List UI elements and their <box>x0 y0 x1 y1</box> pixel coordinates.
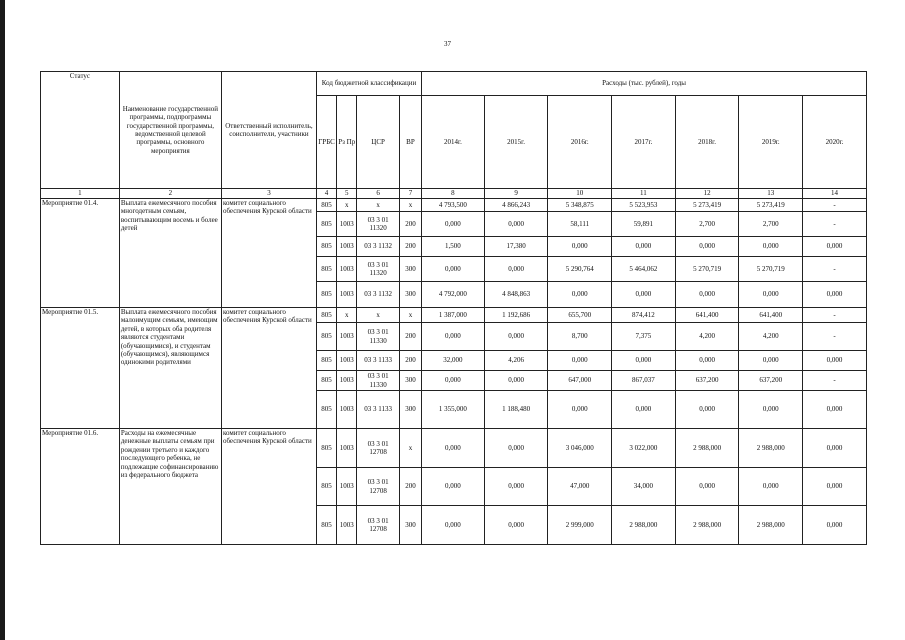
csr-cell: 03 3 01 12708 <box>357 468 399 506</box>
amount-cell: 8,700 <box>548 323 612 351</box>
amount-cell: 0,000 <box>803 391 867 429</box>
amount-cell: 3 046,000 <box>548 429 612 468</box>
amount-cell: 2,700 <box>739 212 803 237</box>
csr-cell: 03 3 01 11320 <box>357 212 399 237</box>
csr-cell: х <box>357 199 399 212</box>
amount-cell: 2 988,000 <box>739 506 803 545</box>
header-year: 2018г. <box>675 96 739 189</box>
vr-cell: х <box>399 429 421 468</box>
header-grbs: ГРБС <box>316 96 336 189</box>
column-number: 11 <box>612 189 676 199</box>
amount-cell: 0,000 <box>484 506 548 545</box>
amount-cell: 5 270,719 <box>675 257 739 282</box>
responsible-cell: комитет социального обеспечения Курской области <box>221 429 316 545</box>
amount-cell: 0,000 <box>548 351 612 371</box>
rzpr-cell: 1003 <box>337 212 357 237</box>
table-row <box>41 308 867 323</box>
grbs-cell: 805 <box>316 323 336 351</box>
rzpr-cell: 1003 <box>337 237 357 257</box>
amount-cell: 637,200 <box>739 371 803 391</box>
header-vr: ВР <box>399 96 421 189</box>
column-number: 4 <box>316 189 336 199</box>
amount-cell: 0,000 <box>484 323 548 351</box>
amount-cell: 2 988,000 <box>675 429 739 468</box>
amount-cell: 0,000 <box>675 237 739 257</box>
vr-cell: 300 <box>399 257 421 282</box>
amount-cell: 0,000 <box>739 391 803 429</box>
column-number: 9 <box>484 189 548 199</box>
amount-cell: 0,000 <box>548 282 612 308</box>
header-year: 2020г. <box>803 96 867 189</box>
csr-cell: 03 3 1132 <box>357 237 399 257</box>
status-cell: Мероприятие 01.6. <box>41 429 120 545</box>
program-name-cell: Выплата ежемесячного пособия малоимущим семьям, имеющим детей, в которых оба родителя являются студентами (обучающимися), и студентам (обучающимся), являющимся одинокими родителями <box>119 308 221 429</box>
vr-cell: х <box>399 199 421 212</box>
amount-cell: 17,380 <box>484 237 548 257</box>
amount-cell: 0,000 <box>739 282 803 308</box>
amount-cell: 59,891 <box>612 212 676 237</box>
csr-cell: х <box>357 308 399 323</box>
vr-cell: 300 <box>399 282 421 308</box>
table-body <box>41 199 867 545</box>
rzpr-cell: 1003 <box>337 371 357 391</box>
rzpr-cell: 1003 <box>337 351 357 371</box>
amount-cell: 0,000 <box>422 257 485 282</box>
amount-cell: 5 523,953 <box>612 199 676 212</box>
amount-cell: 2,700 <box>675 212 739 237</box>
amount-cell: 0,000 <box>484 468 548 506</box>
amount-cell: 0,000 <box>484 212 548 237</box>
amount-cell: 4,206 <box>484 351 548 371</box>
amount-cell: 2 988,000 <box>612 506 676 545</box>
header-name: Наименование государственной программы, подпрограммы государственной программы, ведомственной целевой программы, основного мероприятия <box>119 72 221 189</box>
vr-cell: 200 <box>399 468 421 506</box>
column-number: 3 <box>221 189 316 199</box>
header-year: 2017г. <box>612 96 676 189</box>
rzpr-cell: х <box>337 199 357 212</box>
amount-cell: 32,000 <box>422 351 485 371</box>
grbs-cell: 805 <box>316 237 336 257</box>
amount-cell: 0,000 <box>803 351 867 371</box>
amount-cell: 0,000 <box>803 282 867 308</box>
grbs-cell: 805 <box>316 212 336 237</box>
budget-table <box>40 71 867 545</box>
amount-cell: - <box>803 308 867 323</box>
amount-cell: 4 848,863 <box>484 282 548 308</box>
grbs-cell: 805 <box>316 199 336 212</box>
amount-cell: 4 866,243 <box>484 199 548 212</box>
column-number: 12 <box>675 189 739 199</box>
vr-cell: 300 <box>399 506 421 545</box>
amount-cell: 0,000 <box>739 468 803 506</box>
header-responsible: Ответственный исполнитель, соисполнители, участники <box>221 72 316 189</box>
rzpr-cell: 1003 <box>337 257 357 282</box>
amount-cell: 5 270,719 <box>739 257 803 282</box>
amount-cell: 5 273,419 <box>739 199 803 212</box>
vr-cell: 200 <box>399 323 421 351</box>
amount-cell: 0,000 <box>739 237 803 257</box>
amount-cell: 0,000 <box>675 391 739 429</box>
amount-cell: 4 792,000 <box>422 282 485 308</box>
amount-cell: 5 273,419 <box>675 199 739 212</box>
column-number: 13 <box>739 189 803 199</box>
amount-cell: 641,400 <box>675 308 739 323</box>
status-cell: Мероприятие 01.5. <box>41 308 120 429</box>
header-status: Статус <box>41 72 120 189</box>
amount-cell: 0,000 <box>422 323 485 351</box>
column-number: 8 <box>422 189 485 199</box>
header-year: 2019г. <box>739 96 803 189</box>
csr-cell: 03 3 01 11320 <box>357 257 399 282</box>
amount-cell: 0,000 <box>422 212 485 237</box>
amount-cell: 647,000 <box>548 371 612 391</box>
amount-cell: 0,000 <box>675 282 739 308</box>
amount-cell: 0,000 <box>548 391 612 429</box>
amount-cell: - <box>803 212 867 237</box>
column-number: 14 <box>803 189 867 199</box>
header-year: 2015г. <box>484 96 548 189</box>
rzpr-cell: 1003 <box>337 391 357 429</box>
header-csr: ЦСР <box>357 96 399 189</box>
amount-cell: 0,000 <box>675 351 739 371</box>
column-number: 7 <box>399 189 421 199</box>
amount-cell: 3 022,000 <box>612 429 676 468</box>
amount-cell: 655,700 <box>548 308 612 323</box>
column-number: 1 <box>41 189 120 199</box>
scan-edge <box>0 0 5 640</box>
grbs-cell: 805 <box>316 371 336 391</box>
amount-cell: 0,000 <box>612 237 676 257</box>
amount-cell: 637,200 <box>675 371 739 391</box>
amount-cell: - <box>803 323 867 351</box>
table-row <box>41 199 867 212</box>
header-expenses: Расходы (тыс. рублей), годы <box>422 72 867 96</box>
rzpr-cell: 1003 <box>337 506 357 545</box>
amount-cell: 2 988,000 <box>739 429 803 468</box>
amount-cell: - <box>803 199 867 212</box>
amount-cell: 2 999,000 <box>548 506 612 545</box>
amount-cell: 0,000 <box>803 468 867 506</box>
amount-cell: 0,000 <box>422 506 485 545</box>
header-rzpr: Рз Пр <box>337 96 357 189</box>
amount-cell: 1 192,686 <box>484 308 548 323</box>
amount-cell: 0,000 <box>548 237 612 257</box>
grbs-cell: 805 <box>316 282 336 308</box>
header-budget-class: Код бюджетной классификации <box>316 72 421 96</box>
amount-cell: 1,500 <box>422 237 485 257</box>
csr-cell: 03 3 1132 <box>357 282 399 308</box>
responsible-cell: комитет социального обеспечения Курской области <box>221 199 316 308</box>
amount-cell: - <box>803 371 867 391</box>
amount-cell: 0,000 <box>612 282 676 308</box>
rzpr-cell: х <box>337 308 357 323</box>
amount-cell: 1 387,000 <box>422 308 485 323</box>
rzpr-cell: 1003 <box>337 429 357 468</box>
amount-cell: 0,000 <box>803 237 867 257</box>
amount-cell: 5 464,062 <box>612 257 676 282</box>
column-number-row <box>41 189 867 199</box>
table-row <box>41 429 867 468</box>
amount-cell: 1 355,000 <box>422 391 485 429</box>
rzpr-cell: 1003 <box>337 468 357 506</box>
amount-cell: 874,412 <box>612 308 676 323</box>
amount-cell: 34,000 <box>612 468 676 506</box>
amount-cell: 5 290,764 <box>548 257 612 282</box>
amount-cell: 0,000 <box>484 371 548 391</box>
grbs-cell: 805 <box>316 351 336 371</box>
amount-cell: 0,000 <box>484 429 548 468</box>
amount-cell: 4,200 <box>739 323 803 351</box>
grbs-cell: 805 <box>316 506 336 545</box>
amount-cell: 1 188,480 <box>484 391 548 429</box>
vr-cell: 200 <box>399 237 421 257</box>
header-year: 2014г. <box>422 96 485 189</box>
status-cell: Мероприятие 01.4. <box>41 199 120 308</box>
amount-cell: 867,037 <box>612 371 676 391</box>
grbs-cell: 805 <box>316 429 336 468</box>
rzpr-cell: 1003 <box>337 323 357 351</box>
amount-cell: 0,000 <box>422 429 485 468</box>
amount-cell: 0,000 <box>484 257 548 282</box>
amount-cell: 0,000 <box>739 351 803 371</box>
grbs-cell: 805 <box>316 257 336 282</box>
grbs-cell: 805 <box>316 308 336 323</box>
csr-cell: 03 3 01 12708 <box>357 429 399 468</box>
column-number: 6 <box>357 189 399 199</box>
column-number: 10 <box>548 189 612 199</box>
amount-cell: 641,400 <box>739 308 803 323</box>
csr-cell: 03 3 1133 <box>357 391 399 429</box>
vr-cell: 200 <box>399 351 421 371</box>
amount-cell: 0,000 <box>612 391 676 429</box>
amount-cell: 0,000 <box>675 468 739 506</box>
amount-cell: 5 348,875 <box>548 199 612 212</box>
column-number: 2 <box>119 189 221 199</box>
header-year: 2016г. <box>548 96 612 189</box>
page-number: 37 <box>444 40 451 48</box>
amount-cell: - <box>803 257 867 282</box>
vr-cell: 300 <box>399 391 421 429</box>
column-number: 5 <box>337 189 357 199</box>
responsible-cell: комитет социального обеспечения Курской области <box>221 308 316 429</box>
vr-cell: 200 <box>399 212 421 237</box>
vr-cell: х <box>399 308 421 323</box>
amount-cell: 0,000 <box>422 468 485 506</box>
amount-cell: 4 793,500 <box>422 199 485 212</box>
csr-cell: 03 3 1133 <box>357 351 399 371</box>
program-name-cell: Выплата ежемесячного пособия многодетным семьям, воспитывающим восемь и более детей <box>119 199 221 308</box>
amount-cell: 4,200 <box>675 323 739 351</box>
amount-cell: 58,111 <box>548 212 612 237</box>
amount-cell: 0,000 <box>612 351 676 371</box>
amount-cell: 47,000 <box>548 468 612 506</box>
amount-cell: 2 988,000 <box>675 506 739 545</box>
vr-cell: 300 <box>399 371 421 391</box>
amount-cell: 0,000 <box>422 371 485 391</box>
csr-cell: 03 3 01 11330 <box>357 323 399 351</box>
grbs-cell: 805 <box>316 391 336 429</box>
amount-cell: 7,375 <box>612 323 676 351</box>
amount-cell: 0,000 <box>803 506 867 545</box>
rzpr-cell: 1003 <box>337 282 357 308</box>
grbs-cell: 805 <box>316 468 336 506</box>
csr-cell: 03 3 01 12708 <box>357 506 399 545</box>
program-name-cell: Расходы на ежемесячные денежные выплаты семьям при рождении третьего и каждого последующего ребенка, не подлежащие софинансированию из федерального бюджета <box>119 429 221 545</box>
amount-cell: 0,000 <box>803 429 867 468</box>
csr-cell: 03 3 01 11330 <box>357 371 399 391</box>
